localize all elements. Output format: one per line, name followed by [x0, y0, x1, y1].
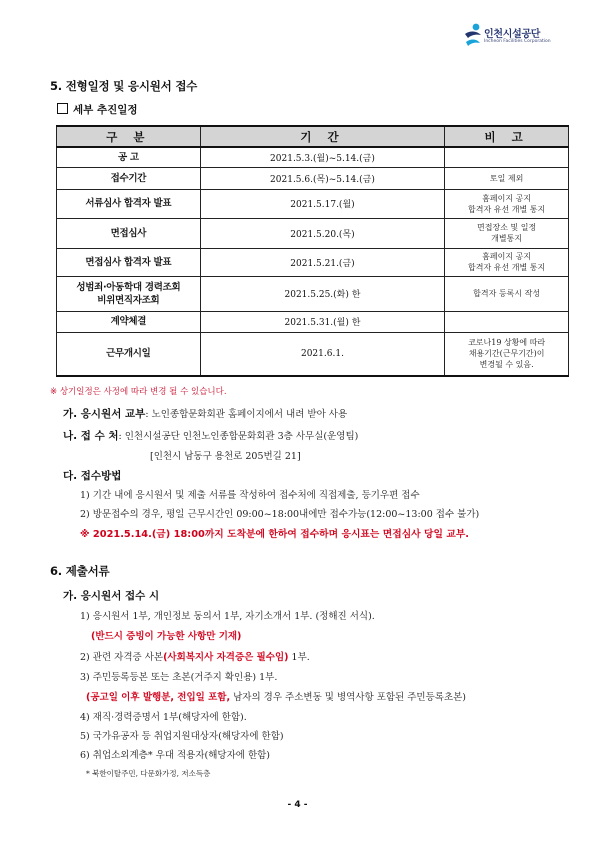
schedule-table: [56, 125, 569, 377]
row-note: 토일 제외: [445, 167, 569, 189]
row-item: [57, 276, 201, 311]
row-item: 면접심사 합격자 발표: [57, 248, 201, 276]
reception-place-line: [63, 428, 358, 443]
form-distribution-text: : 노인종합문화회관 홈페이지에서 내려 받아 사용: [145, 409, 348, 420]
row-item: 접수기간: [57, 167, 201, 189]
square-bullet-icon: [57, 103, 68, 114]
row-period: 2021.5.31.(월) 한: [200, 311, 445, 332]
schedule-subtitle-text: 세부 추진일정: [73, 104, 138, 116]
table-row: [57, 276, 569, 311]
page-number: - 4 -: [287, 800, 308, 810]
header-category: 구 분: [57, 126, 201, 147]
document-item-3-note: (공고일 이후 발행분, 전입일 포함, 남자의 경우 주소변동 및 병역사항 포함된 주민등록초본): [86, 692, 467, 703]
note-line: 합격자 유선 개별 통지: [468, 263, 546, 272]
row-period: 2021.5.3.(월)~5.14.(금): [200, 147, 445, 167]
reception-method-item-1: 1) 기간 내에 응시원서 및 제출 서류를 작성하여 접수처에 직접제출, 등기우편 접수: [80, 490, 420, 501]
row-note: [445, 311, 569, 332]
note-line: 면접장소 및 일정: [477, 223, 537, 232]
note-line: 개별통지: [491, 234, 523, 243]
document-item-5: 5) 국가유공자 등 취업지원대상자(해당자에 한함): [80, 731, 284, 742]
table-row: [57, 218, 569, 248]
reception-method-item-2: 2) 방문접수의 경우, 평일 근무시간인 09:00~18:00내에만 접수가능(12:00~13:00 접수 불가): [80, 509, 480, 520]
deadline-warning: ※ 2021.5.14.(금) 18:00까지 도착분에 한하여 접수하며 응시표는 면접심사 당일 교부.: [80, 529, 470, 540]
document-item-1-note: (반드시 증빙이 가능한 사항만 기재): [91, 631, 242, 642]
document-item-4: 4) 재직·경력증명서 1부(해당자에 한함).: [80, 712, 247, 723]
form-distribution-label: 가. 응시원서 교부: [63, 408, 146, 420]
table-row: [57, 332, 569, 376]
table-row: [57, 248, 569, 276]
row-period: 2021.6.1.: [200, 332, 445, 376]
item-line: 성범죄·아동학대 경력조회: [76, 281, 181, 293]
header-note: 비 고: [445, 126, 569, 147]
logo-mark-icon: [462, 22, 484, 48]
section-5-title: 5. 전형일정 및 응시원서 접수: [50, 79, 198, 93]
document-item-3: 3) 주민등록등본 또는 초본(거주지 확인용) 1부.: [80, 672, 278, 683]
schedule-subtitle: [57, 102, 138, 117]
table-row: [57, 311, 569, 332]
row-period: 2021.5.17.(월): [200, 189, 445, 218]
document-item-1: 1) 응시원서 1부, 개인정보 동의서 1부, 자기소개서 1부. (정해진 서식).: [80, 611, 375, 622]
company-logo: [462, 22, 574, 52]
logo-subtitle: Incheon Facilities Corporation: [484, 39, 551, 44]
row-period: 2021.5.25.(화) 한: [200, 276, 445, 311]
reception-method-label: 다. 접수방법: [63, 470, 122, 482]
logo-name: 인천시설공단: [484, 29, 541, 40]
document-item-6: 6) 취업소외계층* 우대 적용자(해당자에 한함): [80, 750, 271, 761]
note-line: 홈페이지 공지: [482, 252, 532, 261]
row-note: [445, 189, 569, 218]
reception-place-text: : 인천시설공단 인천노인종합문화회관 3층 사무실(운영팀): [118, 431, 359, 442]
table-row: [57, 167, 569, 189]
row-item: 근무개시일: [57, 332, 201, 376]
row-note: [445, 218, 569, 248]
row-period: 2021.5.20.(목): [200, 218, 445, 248]
note-line: 코로나19 상황에 따라: [468, 338, 546, 348]
form-distribution-line: [63, 406, 347, 421]
row-item: 면접심사: [57, 218, 201, 248]
note-line: 합격자 유선 개별 통지: [468, 204, 546, 214]
document-item-2: 2) 관련 자격증 사본(사회복지사 자격증은 필수임) 1부.: [80, 652, 310, 663]
row-period: 2021.5.21.(금): [200, 248, 445, 276]
table-row: [57, 189, 569, 218]
note-line: 채용기간(근무기간)이: [468, 349, 545, 359]
row-item: 공 고: [57, 147, 201, 167]
item-line: 비위면직자조회: [97, 294, 160, 306]
table-header-row: [57, 126, 569, 147]
document-footnote: * 북한이탈주민, 다문화가정, 저소득층: [86, 769, 211, 778]
row-note: [445, 248, 569, 276]
row-period: 2021.5.6.(목)~5.14.(금): [200, 167, 445, 189]
note-line: 변경될 수 있음.: [479, 360, 534, 370]
documents-group-label: 가. 응시원서 접수 시: [63, 590, 160, 602]
row-item: 계약체결: [57, 311, 201, 332]
reception-address: [인천시 남동구 용천로 205번길 21]: [150, 451, 301, 462]
row-note: [445, 147, 569, 167]
table-row: [57, 147, 569, 167]
row-note: 합격자 등록시 작성: [445, 276, 569, 311]
schedule-change-note: ※ 상기일정은 사정에 따라 변경 될 수 있습니다.: [50, 387, 227, 397]
section-6-title: 6. 제출서류: [50, 564, 110, 578]
row-note: [445, 332, 569, 376]
row-item: 서류심사 합격자 발표: [57, 189, 201, 218]
reception-place-label: 나. 접 수 처: [63, 430, 119, 442]
header-period: 기 간: [200, 126, 445, 147]
note-line: 홈페이지 공지: [482, 193, 532, 203]
